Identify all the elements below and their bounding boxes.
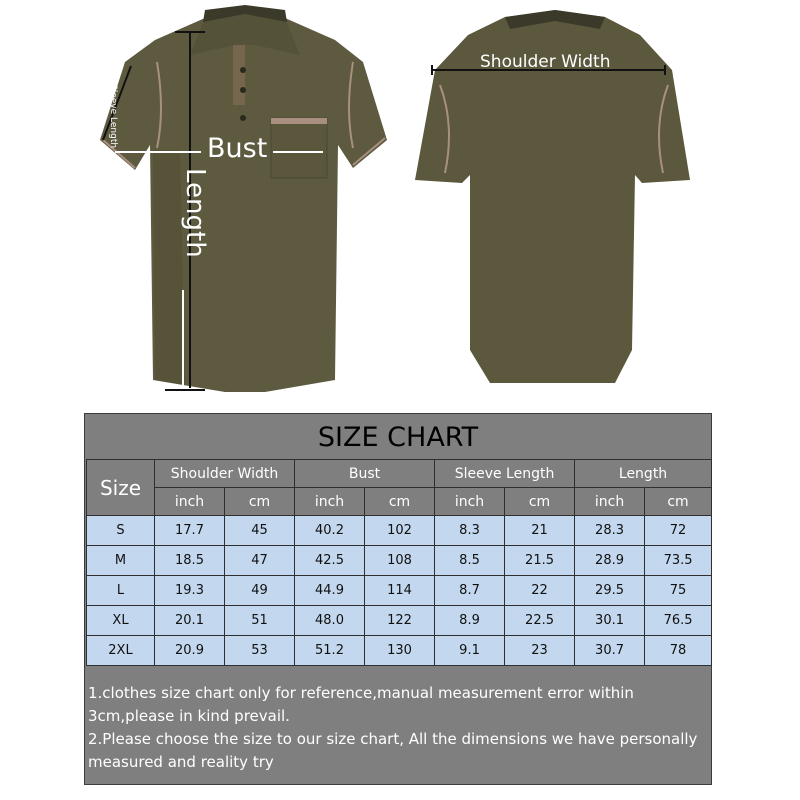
size-cell: S	[87, 516, 155, 546]
group-header: Sleeve Length	[435, 460, 575, 488]
table-cell: 19.3	[155, 576, 225, 606]
table-cell: 17.7	[155, 516, 225, 546]
table-cell: 53	[225, 636, 295, 666]
shoulder-width-label: Shoulder Width	[480, 52, 611, 72]
table-cell: 22.5	[505, 606, 575, 636]
table-cell: 30.7	[575, 636, 645, 666]
unit-header: inch	[575, 488, 645, 516]
unit-header: inch	[435, 488, 505, 516]
table-cell: 48.0	[295, 606, 365, 636]
size-cell: 2XL	[87, 636, 155, 666]
size-cell: L	[87, 576, 155, 606]
table-cell: 78	[645, 636, 712, 666]
note-item: 2.Please choose the size to our size chart, All the dimensions we have personally measured and reality try	[88, 730, 698, 771]
group-header: Length	[575, 460, 712, 488]
unit-header: cm	[505, 488, 575, 516]
table-cell: 8.9	[435, 606, 505, 636]
table-row	[87, 516, 712, 546]
unit-header: inch	[155, 488, 225, 516]
table-cell: 49	[225, 576, 295, 606]
table-cell: 40.2	[295, 516, 365, 546]
table-cell: 28.3	[575, 516, 645, 546]
table-cell: 51.2	[295, 636, 365, 666]
unit-header: inch	[295, 488, 365, 516]
table-cell: 29.5	[575, 576, 645, 606]
shirt-front-image	[95, 0, 395, 400]
table-cell: 20.1	[155, 606, 225, 636]
unit-header: cm	[645, 488, 712, 516]
table-cell: 102	[365, 516, 435, 546]
table-cell: 73.5	[645, 546, 712, 576]
table-cell: 9.1	[435, 636, 505, 666]
size-header: Size	[87, 460, 155, 516]
table-cell: 22	[505, 576, 575, 606]
table-cell: 114	[365, 576, 435, 606]
sleeve-length-label: Sleeve Length	[108, 84, 118, 149]
size-chart-title: SIZE CHART	[317, 422, 479, 453]
size-notes	[88, 682, 708, 774]
table-cell: 30.1	[575, 606, 645, 636]
table-cell: 8.5	[435, 546, 505, 576]
table-cell: 45	[225, 516, 295, 546]
table-cell: 72	[645, 516, 712, 546]
size-table	[86, 459, 712, 666]
table-cell: 23	[505, 636, 575, 666]
unit-header: cm	[365, 488, 435, 516]
length-label: Length	[180, 168, 210, 258]
table-cell: 8.3	[435, 516, 505, 546]
table-row	[87, 546, 712, 576]
size-cell: XL	[87, 606, 155, 636]
size-chart	[84, 413, 712, 785]
table-cell: 21.5	[505, 546, 575, 576]
table-cell: 108	[365, 546, 435, 576]
table-cell: 44.9	[295, 576, 365, 606]
bust-label: Bust	[207, 133, 268, 164]
table-cell: 76.5	[645, 606, 712, 636]
table-cell: 28.9	[575, 546, 645, 576]
table-row	[87, 576, 712, 606]
table-cell: 42.5	[295, 546, 365, 576]
note-item: 1.clothes size chart only for reference,manual measurement error within 3cm,please in kind prevail.	[88, 684, 634, 725]
table-cell: 8.7	[435, 576, 505, 606]
table-cell: 18.5	[155, 546, 225, 576]
group-header: Bust	[295, 460, 435, 488]
table-cell: 75	[645, 576, 712, 606]
table-cell: 122	[365, 606, 435, 636]
size-cell: M	[87, 546, 155, 576]
table-row	[87, 606, 712, 636]
table-cell: 130	[365, 636, 435, 666]
unit-header: cm	[225, 488, 295, 516]
table-cell: 47	[225, 546, 295, 576]
table-cell: 20.9	[155, 636, 225, 666]
table-cell: 51	[225, 606, 295, 636]
table-cell: 21	[505, 516, 575, 546]
group-header: Shoulder Width	[155, 460, 295, 488]
table-row	[87, 636, 712, 666]
